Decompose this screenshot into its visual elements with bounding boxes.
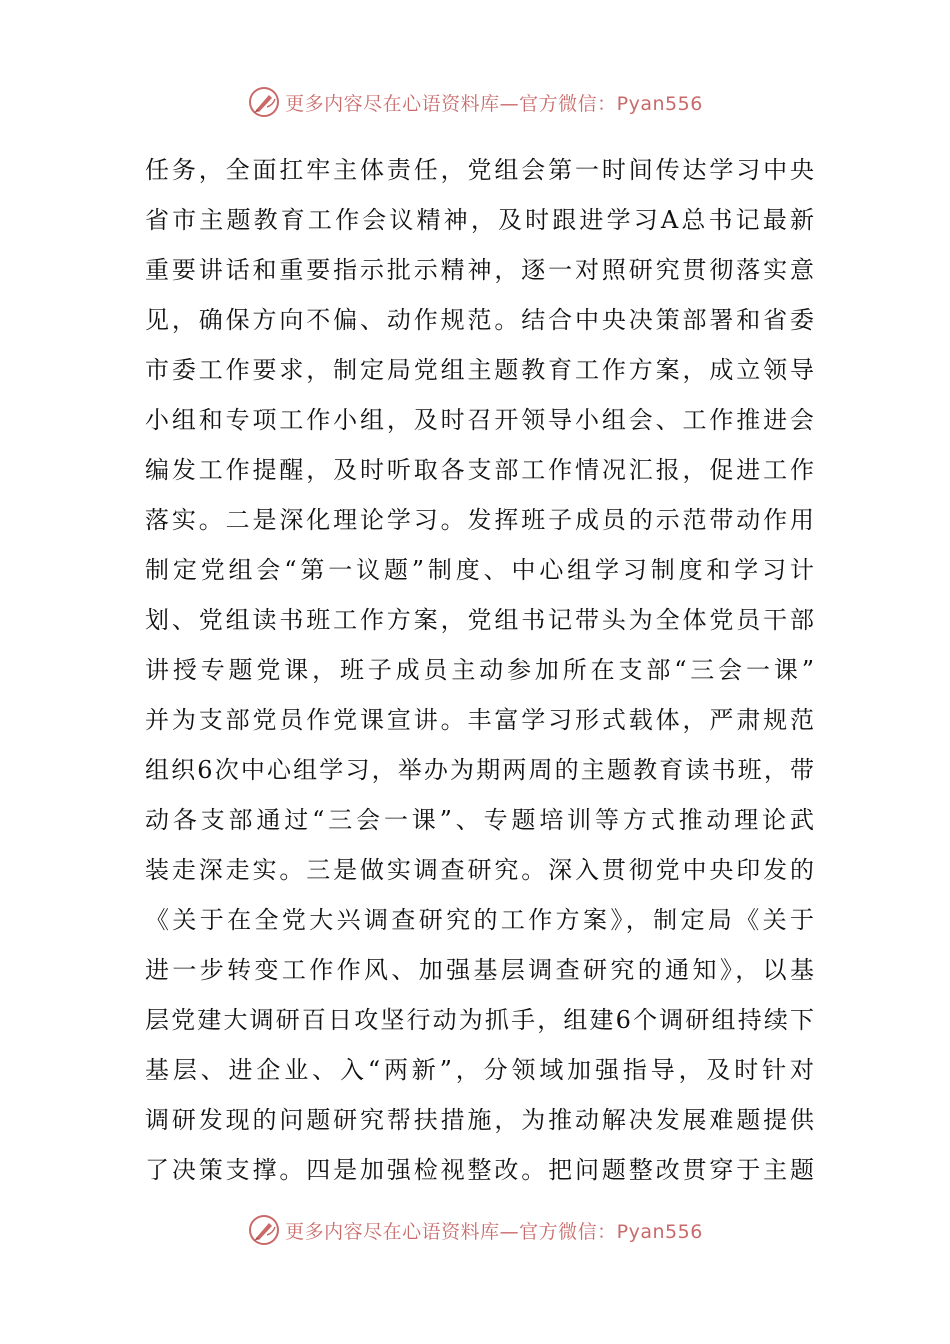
pen-logo-icon <box>247 85 281 119</box>
text-line: 并为支部党员作党课宣讲。丰富学习形式载体，严肃规范 <box>145 706 815 734</box>
text-line: 进一步转变工作作风、加强基层调查研究的通知》，以基 <box>145 956 815 984</box>
text-line: 层党建大调研百日攻坚行动为抓手，组建6个调研组持续下 <box>145 1006 815 1034</box>
text-line: 划、党组读书班工作方案，党组书记带头为全体党员干部 <box>145 606 815 634</box>
text-line: 制定党组会“第一议题”制度、中心组学习制度和学习计 <box>145 556 815 584</box>
text-line: 装走深走实。三是做实调查研究。深入贯彻党中央印发的 <box>145 856 815 884</box>
footer-watermark-text: 更多内容尽在心语资料库—官方微信：Pyan556 <box>285 1220 703 1243</box>
text-line: 组织6次中心组学习，举办为期两周的主题教育读书班，带 <box>145 756 815 784</box>
text-line: 调研发现的问题研究帮扶措施，为推动解决发展难题提供 <box>145 1106 815 1134</box>
text-line: 《关于在全党大兴调查研究的工作方案》，制定局《关于 <box>145 906 815 934</box>
text-line: 落实。二是深化理论学习。发挥班子成员的示范带动作用 <box>145 506 815 534</box>
text-line: 省市主题教育工作会议精神，及时跟进学习A总书记最新 <box>145 206 815 234</box>
text-line: 动各支部通过“三会一课”、专题培训等方式推动理论武 <box>145 806 815 834</box>
pen-logo-icon <box>247 1213 281 1247</box>
header-watermark-banner <box>0 82 950 122</box>
text-line: 市委工作要求，制定局党组主题教育工作方案，成立领导 <box>145 356 815 384</box>
text-line: 见，确保方向不偏、动作规范。结合中央决策部署和省委 <box>145 306 815 334</box>
text-line: 任务，全面扛牢主体责任，党组会第一时间传达学习中央 <box>145 156 815 184</box>
document-body <box>145 145 815 1195</box>
text-line: 重要讲话和重要指示批示精神，逐一对照研究贯彻落实意 <box>145 256 815 284</box>
footer-watermark-banner <box>0 1210 950 1250</box>
header-watermark-text: 更多内容尽在心语资料库—官方微信：Pyan556 <box>285 92 703 115</box>
text-line: 编发工作提醒，及时听取各支部工作情况汇报，促进工作 <box>145 456 815 484</box>
text-line: 基层、进企业、入“两新”，分领域加强指导，及时针对 <box>145 1056 815 1084</box>
text-line: 小组和专项工作小组，及时召开领导小组会、工作推进会 <box>145 406 815 434</box>
text-line: 了决策支撑。四是加强检视整改。把问题整改贯穿于主题 <box>145 1156 815 1184</box>
text-line: 讲授专题党课，班子成员主动参加所在支部“三会一课” <box>145 656 815 684</box>
